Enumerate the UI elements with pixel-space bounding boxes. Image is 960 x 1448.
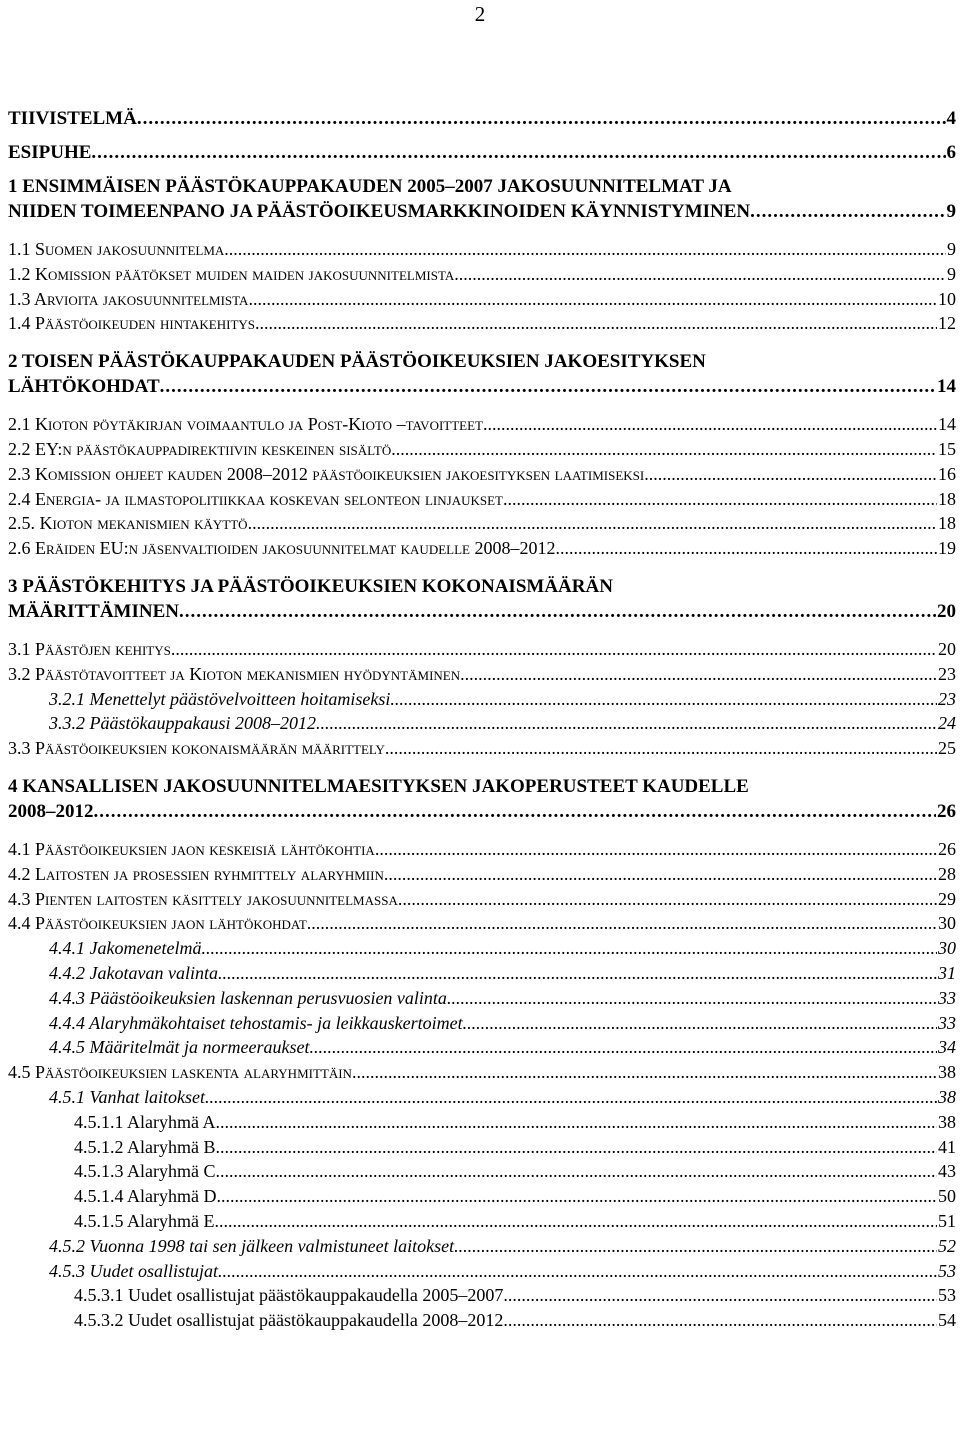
toc-entry-title: 4.4.2 Jakotavan valinta — [49, 962, 218, 983]
toc-entry-chapter-4[interactable] — [8, 799, 956, 824]
toc-entry-4-4[interactable] — [8, 911, 956, 936]
toc-page-number: 25 — [938, 738, 956, 759]
toc-entry-title: 1.1 Suomen jakosuunnitelma — [8, 239, 225, 259]
toc-entry-title: 2008–2012 — [8, 800, 94, 822]
toc-entry-title: NIIDEN TOIMEENPANO JA PÄÄSTÖOIKEUSMARKKINOIDEN KÄYNNISTYMINEN — [8, 201, 751, 222]
toc-page-number: 50 — [938, 1186, 956, 1207]
toc-page-number: 52 — [938, 1235, 956, 1256]
toc-entry-4-3[interactable] — [8, 887, 956, 912]
toc-entry-title: 1.4 Päästöoikeuden hintakehitys — [8, 313, 255, 334]
toc-entry-4-4-3[interactable] — [8, 986, 956, 1011]
toc-entry-title: 4.5.1.3 Alaryhmä C — [74, 1161, 216, 1182]
toc-entry-chapter-1[interactable] — [8, 199, 956, 224]
toc-entry-4-5-1-2[interactable] — [8, 1135, 956, 1160]
toc-entry-title: 3.2.1 Menettelyt päästövelvoitteen hoitamiseksi — [49, 688, 391, 709]
toc-page-number: 30 — [938, 913, 956, 934]
toc-entry-4-5-1-3[interactable] — [8, 1159, 956, 1184]
dot-leader — [248, 287, 937, 312]
toc-entry-1-4[interactable] — [8, 311, 956, 336]
toc-entry-4-5-1-1[interactable] — [8, 1110, 956, 1135]
toc-entry-title: 4.4.5 Määritelmät ja normeeraukset — [49, 1037, 310, 1058]
toc-entry-1-1[interactable] — [8, 237, 956, 262]
toc-entry-title: 4.5.1.1 Alaryhmä A — [74, 1111, 216, 1132]
toc-page-number: 28 — [938, 863, 956, 884]
toc-entry-chapter-3-line-1[interactable]: 3 PÄÄSTÖKEHITYS JA PÄÄSTÖOIKEUKSIEN KOKONAISMÄÄRÄN — [8, 575, 613, 597]
toc-entry-4-4-1[interactable] — [8, 936, 956, 961]
toc-entry-title: 4.1 Päästöoikeuksien jaon keskeisiä lähtökohtia — [8, 838, 375, 859]
toc-entry-title: 3.2 Päästötavoitteet ja Kioton mekanismien hyödyntäminen — [8, 663, 461, 684]
dot-leader — [454, 1234, 937, 1259]
dot-leader — [375, 837, 937, 862]
dot-leader — [218, 1259, 937, 1284]
toc-entry-title: 4.2 Laitosten ja prosessien ryhmittely alaryhmiin — [8, 863, 384, 884]
toc-entry-4-5-3[interactable] — [8, 1259, 956, 1284]
toc-entry-3-1[interactable] — [8, 637, 956, 662]
toc-page-number: 9 — [946, 201, 956, 222]
toc-entry-2-3[interactable] — [8, 462, 956, 487]
dot-leader — [216, 1159, 938, 1184]
toc-entry-title: 1.2 Komission päätökset muiden maiden jakosuunnitelmista — [8, 263, 455, 284]
dot-leader — [503, 1283, 937, 1308]
table-of-contents — [8, 106, 956, 1333]
dot-leader — [644, 462, 937, 487]
dot-leader — [555, 536, 937, 561]
toc-entry-title: ESIPUHE — [8, 142, 92, 163]
toc-entry-title: 2.6 Eräiden EU:n jäsenvaltioiden jakosuunnitelmat kaudelle 2008–2012 — [8, 538, 556, 559]
toc-page-number: 9 — [947, 239, 956, 259]
toc-entry-title: 4.5.3 Uudet osallistujat — [49, 1260, 219, 1281]
toc-entry-4-5-3-1[interactable] — [8, 1283, 956, 1308]
dot-leader — [307, 911, 937, 936]
toc-page-number: 14 — [937, 376, 956, 398]
toc-page-number: 20 — [938, 638, 956, 659]
toc-entry-title: 4.4.4 Alaryhmäkohtaiset tehostamis- ja leikkauskertoimet — [49, 1012, 463, 1033]
dot-leader — [454, 262, 946, 287]
toc-entry-4-1[interactable] — [8, 837, 956, 862]
toc-entry-chapter-4-line-1[interactable]: 4 KANSALLISEN JAKOSUUNNITELMAESITYKSEN JAKOPERUSTEET KAUDELLE — [8, 775, 749, 797]
dot-leader — [483, 412, 937, 437]
toc-entry-1-3[interactable] — [8, 287, 956, 312]
toc-entry-4-5-2[interactable] — [8, 1234, 956, 1259]
dot-leader — [750, 199, 945, 224]
dot-leader — [224, 237, 946, 262]
toc-page-number: 19 — [938, 538, 956, 559]
toc-entry-4-4-2[interactable] — [8, 961, 956, 986]
toc-entry-chapter-1-line-1[interactable]: 1 ENSIMMÄISEN PÄÄSTÖKAUPPAKAUDEN 2005–2007 JAKOSUUNNITELMAT JA — [8, 176, 732, 197]
toc-entry-2-2[interactable] — [8, 437, 956, 462]
dot-leader — [309, 1035, 937, 1060]
toc-entry-title: 2.3 Komission ohjeet kauden 2008–2012 päästöoikeuksien jakoesityksen laatimiseksi — [8, 463, 645, 484]
toc-entry-chapter-2[interactable] — [8, 374, 956, 399]
dot-leader — [205, 1085, 937, 1110]
toc-entry-title: 4.5.1 Vanhat laitokset — [49, 1086, 205, 1107]
toc-entry-title: 4.5.1.4 Alaryhmä D — [74, 1186, 217, 1207]
toc-entry-title: 4.5.1.2 Alaryhmä B — [74, 1136, 216, 1157]
toc-page-number: 26 — [938, 838, 956, 859]
dot-leader — [137, 106, 946, 131]
toc-entry-4-2[interactable] — [8, 862, 956, 887]
toc-entry-4-4-5[interactable] — [8, 1035, 956, 1060]
toc-page-number: 16 — [938, 463, 956, 484]
toc-page-number: 10 — [938, 288, 956, 309]
toc-entry-esipuhe[interactable] — [8, 140, 956, 165]
toc-page-number: 54 — [938, 1310, 956, 1331]
toc-entry-4-4-4[interactable] — [8, 1011, 956, 1036]
toc-entry-title: 4.3 Pienten laitosten käsittely jakosuunnitelmassa — [8, 888, 398, 909]
toc-page-number: 33 — [938, 1012, 956, 1033]
toc-entry-title: LÄHTÖKOHDAT — [8, 376, 160, 398]
toc-entry-title: 4.5.3.2 Uudet osallistujat päästökauppakaudella 2008–2012 — [74, 1310, 504, 1331]
toc-page-number: 31 — [938, 962, 956, 983]
dot-leader — [216, 1135, 938, 1160]
toc-page-number: 43 — [938, 1161, 956, 1182]
toc-entry-title: 2.2 EY:n päästökauppadirektiivin keskeinen sisältö — [8, 438, 392, 459]
toc-page-number: 38 — [938, 1086, 956, 1107]
toc-entry-3-3-2[interactable] — [8, 711, 956, 736]
toc-entry-title: MÄÄRITTÄMINEN — [8, 600, 179, 622]
dot-leader — [214, 1209, 937, 1234]
toc-page-number: 18 — [938, 488, 956, 509]
dot-leader — [91, 140, 945, 165]
page-number: 2 — [474, 2, 486, 26]
toc-page-number: 38 — [938, 1111, 956, 1132]
dot-leader — [463, 1011, 937, 1036]
toc-entry-title: 4.4.3 Päästöoikeuksien laskennan perusvuosien valinta — [49, 987, 447, 1008]
dot-leader — [171, 637, 937, 662]
toc-entry-4-5-3-2[interactable] — [8, 1308, 956, 1333]
toc-entry-title: 4.5.1.5 Alaryhmä E — [74, 1210, 215, 1231]
toc-page-number: 15 — [938, 438, 956, 459]
toc-entry-3-3[interactable] — [8, 736, 956, 761]
toc-entry-title: 3.3.2 Päästökauppakausi 2008–2012 — [49, 713, 316, 734]
dot-leader — [385, 736, 937, 761]
dot-leader — [316, 711, 937, 736]
toc-page-number: 34 — [938, 1037, 956, 1058]
toc-entry-4-5[interactable] — [8, 1060, 956, 1085]
toc-entry-4-5-1[interactable] — [8, 1085, 956, 1110]
toc-entry-2-5[interactable] — [8, 511, 956, 536]
toc-page-number: 51 — [938, 1210, 956, 1231]
toc-entry-title: 3.1 Päästöjen kehitys — [8, 638, 171, 659]
toc-page-number: 53 — [938, 1260, 956, 1281]
toc-page-number: 41 — [938, 1136, 956, 1157]
toc-entry-title: 4.5 Päästöoikeuksien laskenta alaryhmittäin — [8, 1062, 352, 1083]
toc-page-number: 30 — [938, 938, 956, 959]
dot-leader — [503, 487, 937, 512]
dot-leader — [94, 799, 937, 824]
toc-entry-title: 2.5. Kioton mekanismien käyttö — [8, 513, 248, 534]
toc-page-number: 24 — [938, 713, 956, 734]
toc-entry-chapter-3[interactable] — [8, 599, 956, 624]
dot-leader — [248, 511, 937, 536]
dot-leader — [255, 311, 937, 336]
dot-leader — [460, 662, 937, 687]
toc-page-number: 12 — [938, 313, 956, 334]
toc-page-number: 14 — [938, 414, 956, 435]
toc-entry-2-1[interactable] — [8, 412, 956, 437]
toc-entry-chapter-2-line-1[interactable]: 2 TOISEN PÄÄSTÖKAUPPAKAUDEN PÄÄSTÖOIKEUKSIEN JAKOESITYKSEN — [8, 351, 706, 373]
toc-page-number: 6 — [946, 142, 956, 163]
dot-leader — [503, 1308, 937, 1333]
toc-entry-title: 1.3 Arvioita jakosuunnitelmista — [8, 288, 249, 309]
toc-entry-title: 4.5.2 Vuonna 1998 tai sen jälkeen valmistuneet laitokset — [49, 1235, 455, 1256]
dot-leader — [391, 437, 937, 462]
toc-page-number: 9 — [947, 263, 956, 284]
dot-leader — [201, 936, 937, 961]
toc-entry-2-4[interactable] — [8, 487, 956, 512]
toc-page-number: 33 — [938, 987, 956, 1008]
toc-page-number: 29 — [938, 888, 956, 909]
toc-entry-tiivistelma[interactable] — [8, 106, 956, 131]
dot-leader — [218, 961, 937, 986]
toc-page-number: 26 — [937, 800, 956, 822]
toc-page-number: 23 — [938, 663, 956, 684]
dot-leader — [179, 599, 936, 624]
toc-entry-1-2[interactable] — [8, 262, 956, 287]
toc-page-number: 18 — [938, 513, 956, 534]
toc-entry-4-5-1-4[interactable] — [8, 1184, 956, 1209]
toc-page-number: 20 — [937, 600, 956, 622]
toc-entry-2-6[interactable] — [8, 536, 956, 561]
dot-leader — [398, 887, 937, 912]
dot-leader — [352, 1060, 937, 1085]
dot-leader — [384, 862, 937, 887]
dot-leader — [216, 1184, 937, 1209]
toc-page-number: 53 — [938, 1285, 956, 1306]
dot-leader — [160, 374, 936, 399]
toc-page-number: 23 — [938, 688, 956, 709]
toc-entry-3-2[interactable] — [8, 662, 956, 687]
toc-page-number: 38 — [938, 1062, 956, 1083]
toc-entry-title: 4.4 Päästöoikeuksien jaon lähtökohdat — [8, 913, 307, 934]
dot-leader — [390, 687, 937, 712]
dot-leader — [447, 986, 937, 1011]
dot-leader — [216, 1110, 938, 1135]
toc-entry-title: 2.4 Energia- ja ilmastopolitiikkaa koskevan selonteon linjaukset — [8, 488, 503, 509]
toc-entry-3-2-1[interactable] — [8, 687, 956, 712]
toc-entry-title: 2.1 Kioton pöytäkirjan voimaantulo ja Post-Kioto –tavoitteet — [8, 414, 483, 435]
toc-entry-title: 4.5.3.1 Uudet osallistujat päästökauppakaudella 2005–2007 — [74, 1285, 504, 1306]
toc-entry-title: 4.4.1 Jakomenetelmä — [49, 938, 202, 959]
toc-entry-title: TIIVISTELMÄ — [8, 108, 137, 129]
toc-page-number: 4 — [946, 108, 956, 129]
toc-entry-title: 3.3 Päästöoikeuksien kokonaismäärän määrittely — [8, 738, 385, 759]
toc-entry-4-5-1-5[interactable] — [8, 1209, 956, 1234]
